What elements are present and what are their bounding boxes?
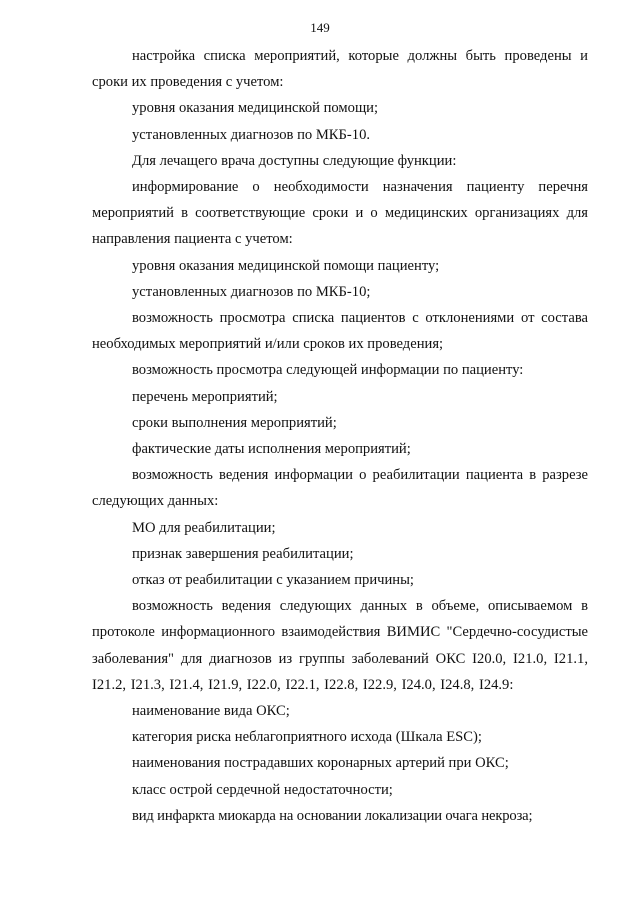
paragraph-rehab-mo: МО для реабилитации; bbox=[132, 519, 276, 536]
paragraph-patient-info: возможность просмотра следующей информации по пациенту: bbox=[132, 362, 524, 379]
paragraph-actual-dates: фактические даты исполнения мероприятий; bbox=[132, 441, 411, 458]
paragraph-coronary-arteries: наименования пострадавших коронарных артерий при ОКС; bbox=[132, 755, 509, 772]
paragraph-rehab-complete: признак завершения реабилитации; bbox=[132, 545, 354, 562]
paragraph-oks-type: наименование вида ОКС; bbox=[132, 703, 290, 720]
paragraph-diagnoses: установленных диагнозов по МКБ-10. bbox=[132, 126, 371, 143]
paragraph-rehabilitation: возможность ведения информации о реабилитации пациента в разрезе следующих данных: bbox=[92, 467, 588, 510]
paragraph-informing: информирование о необходимости назначения пациенту перечня мероприятий в соответствующие сроки и о медицинских организациях для направления пациента с учетом: bbox=[92, 179, 588, 248]
paragraph-vimis-data: возможность ведения следующих данных в объеме, описываемом в протоколе информационного взаимодействия ВИМИС "Сердечно-сосудистые заболевания" для диагнозов из группы заболеваний ОКС I20.0, I21.0, I21.1, I21.2, I21.3, I21.4, I21.9, I22.0, I22.1, I22.8, I22.9, I24.0, I24.8, I24.9: bbox=[92, 598, 588, 693]
paragraph-measures-deadlines: сроки выполнения мероприятий; bbox=[132, 414, 337, 431]
paragraph-list-setup: настройка списка мероприятий, которые должны быть проведены и сроки их проведения с учетом: bbox=[92, 48, 588, 91]
paragraph-rehab-refusal: отказ от реабилитации с указанием причины; bbox=[132, 572, 414, 589]
paragraph-care-level: уровня оказания медицинской помощи; bbox=[132, 100, 379, 117]
paragraph-diagnoses-2: установленных диагнозов по МКБ-10; bbox=[132, 283, 371, 300]
paragraph-deviation-list: возможность просмотра списка пациентов с отклонениями от состава необходимых мероприятий и/или сроков их проведения; bbox=[92, 310, 588, 353]
paragraph-doctor-functions: Для лечащего врача доступны следующие функции: bbox=[132, 152, 457, 169]
paragraph-infarction-type: вид инфаркта миокарда на основании локализации очага некроза; bbox=[132, 807, 533, 824]
paragraph-risk-category: категория риска неблагоприятного исхода (Шкала ESC); bbox=[132, 729, 482, 746]
paragraph-care-level-patient: уровня оказания медицинской помощи пациенту; bbox=[132, 257, 440, 274]
page-number: 149 bbox=[310, 20, 330, 35]
paragraph-measures-list: перечень мероприятий; bbox=[132, 388, 278, 405]
paragraph-heart-failure-class: класс острой сердечной недостаточности; bbox=[132, 781, 393, 798]
document-body bbox=[92, 43, 588, 829]
